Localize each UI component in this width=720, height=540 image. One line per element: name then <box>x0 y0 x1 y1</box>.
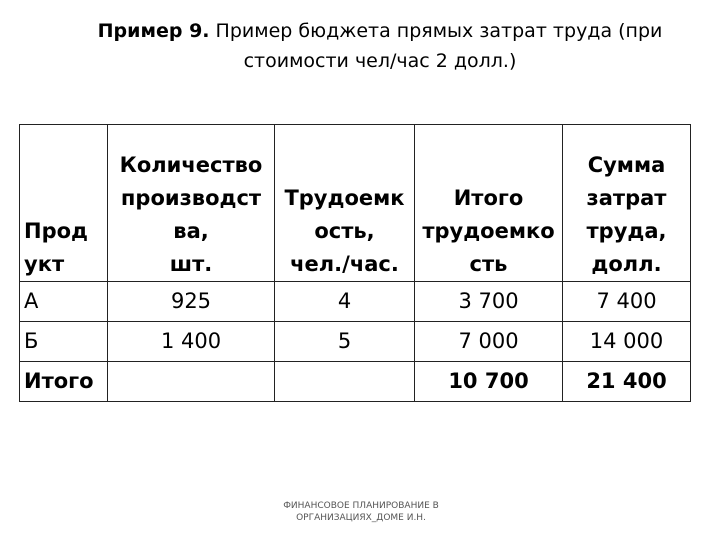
cell-labor-intensity: 4 <box>275 282 415 322</box>
cell-product: Б <box>20 322 108 362</box>
footer-note <box>261 500 461 524</box>
title-bold: Пример 9. <box>97 20 210 42</box>
cell-quantity <box>108 362 275 402</box>
slide-title <box>60 16 700 76</box>
header-labor-cost <box>563 125 691 282</box>
header-quantity-line: производст <box>120 186 262 210</box>
cell-labor-intensity <box>275 362 415 402</box>
header-product <box>20 125 108 282</box>
cell-total-labor: 7 000 <box>415 322 563 362</box>
cell-total-labor: 3 700 <box>415 282 563 322</box>
header-total-line: Итого <box>453 186 524 210</box>
cell-labor-intensity: 5 <box>275 322 415 362</box>
header-quantity-line: ва, <box>173 219 209 243</box>
title-line-1 <box>60 16 700 46</box>
header-labor-line: чел./час. <box>290 252 399 276</box>
header-product-line: укт <box>24 252 65 276</box>
header-cost-line: долл. <box>591 252 662 276</box>
cell-labor-cost: 7 400 <box>563 282 691 322</box>
total-row <box>20 362 691 402</box>
title-text: Пример бюджета прямых затрат труда (при <box>209 20 663 42</box>
header-quantity <box>108 125 275 282</box>
footer-line-1: ФИНАНСОВОЕ ПЛАНИРОВАНИЕ В <box>283 501 439 511</box>
header-product-line: Прод <box>24 219 88 243</box>
table-row <box>20 282 691 322</box>
labor-budget-table <box>19 124 691 402</box>
table-row <box>20 322 691 362</box>
header-cost-line: Сумма <box>587 153 666 177</box>
header-total-labor <box>415 125 563 282</box>
header-cost-line: труда, <box>586 219 667 243</box>
header-labor-line: Трудоемк <box>284 186 405 210</box>
cell-total-labor-sum: 10 700 <box>415 362 563 402</box>
header-labor-line: ость, <box>314 219 375 243</box>
header-total-line: трудоемко <box>422 219 555 243</box>
cell-total-label: Итого <box>20 362 108 402</box>
cell-labor-cost-sum: 21 400 <box>563 362 691 402</box>
header-quantity-line: шт. <box>169 252 213 276</box>
header-labor-intensity <box>275 125 415 282</box>
cell-quantity: 1 400 <box>108 322 275 362</box>
title-line-2: стоимости чел/час 2 долл.) <box>243 50 517 72</box>
cell-quantity: 925 <box>108 282 275 322</box>
cell-product: А <box>20 282 108 322</box>
cell-labor-cost: 14 000 <box>563 322 691 362</box>
footer-line-2: ОРГАНИЗАЦИЯХ_ДОМЕ И.Н. <box>296 513 426 523</box>
header-total-line: сть <box>469 252 508 276</box>
header-row <box>20 125 691 282</box>
header-cost-line: затрат <box>586 186 667 210</box>
header-quantity-line: Количество <box>119 153 263 177</box>
